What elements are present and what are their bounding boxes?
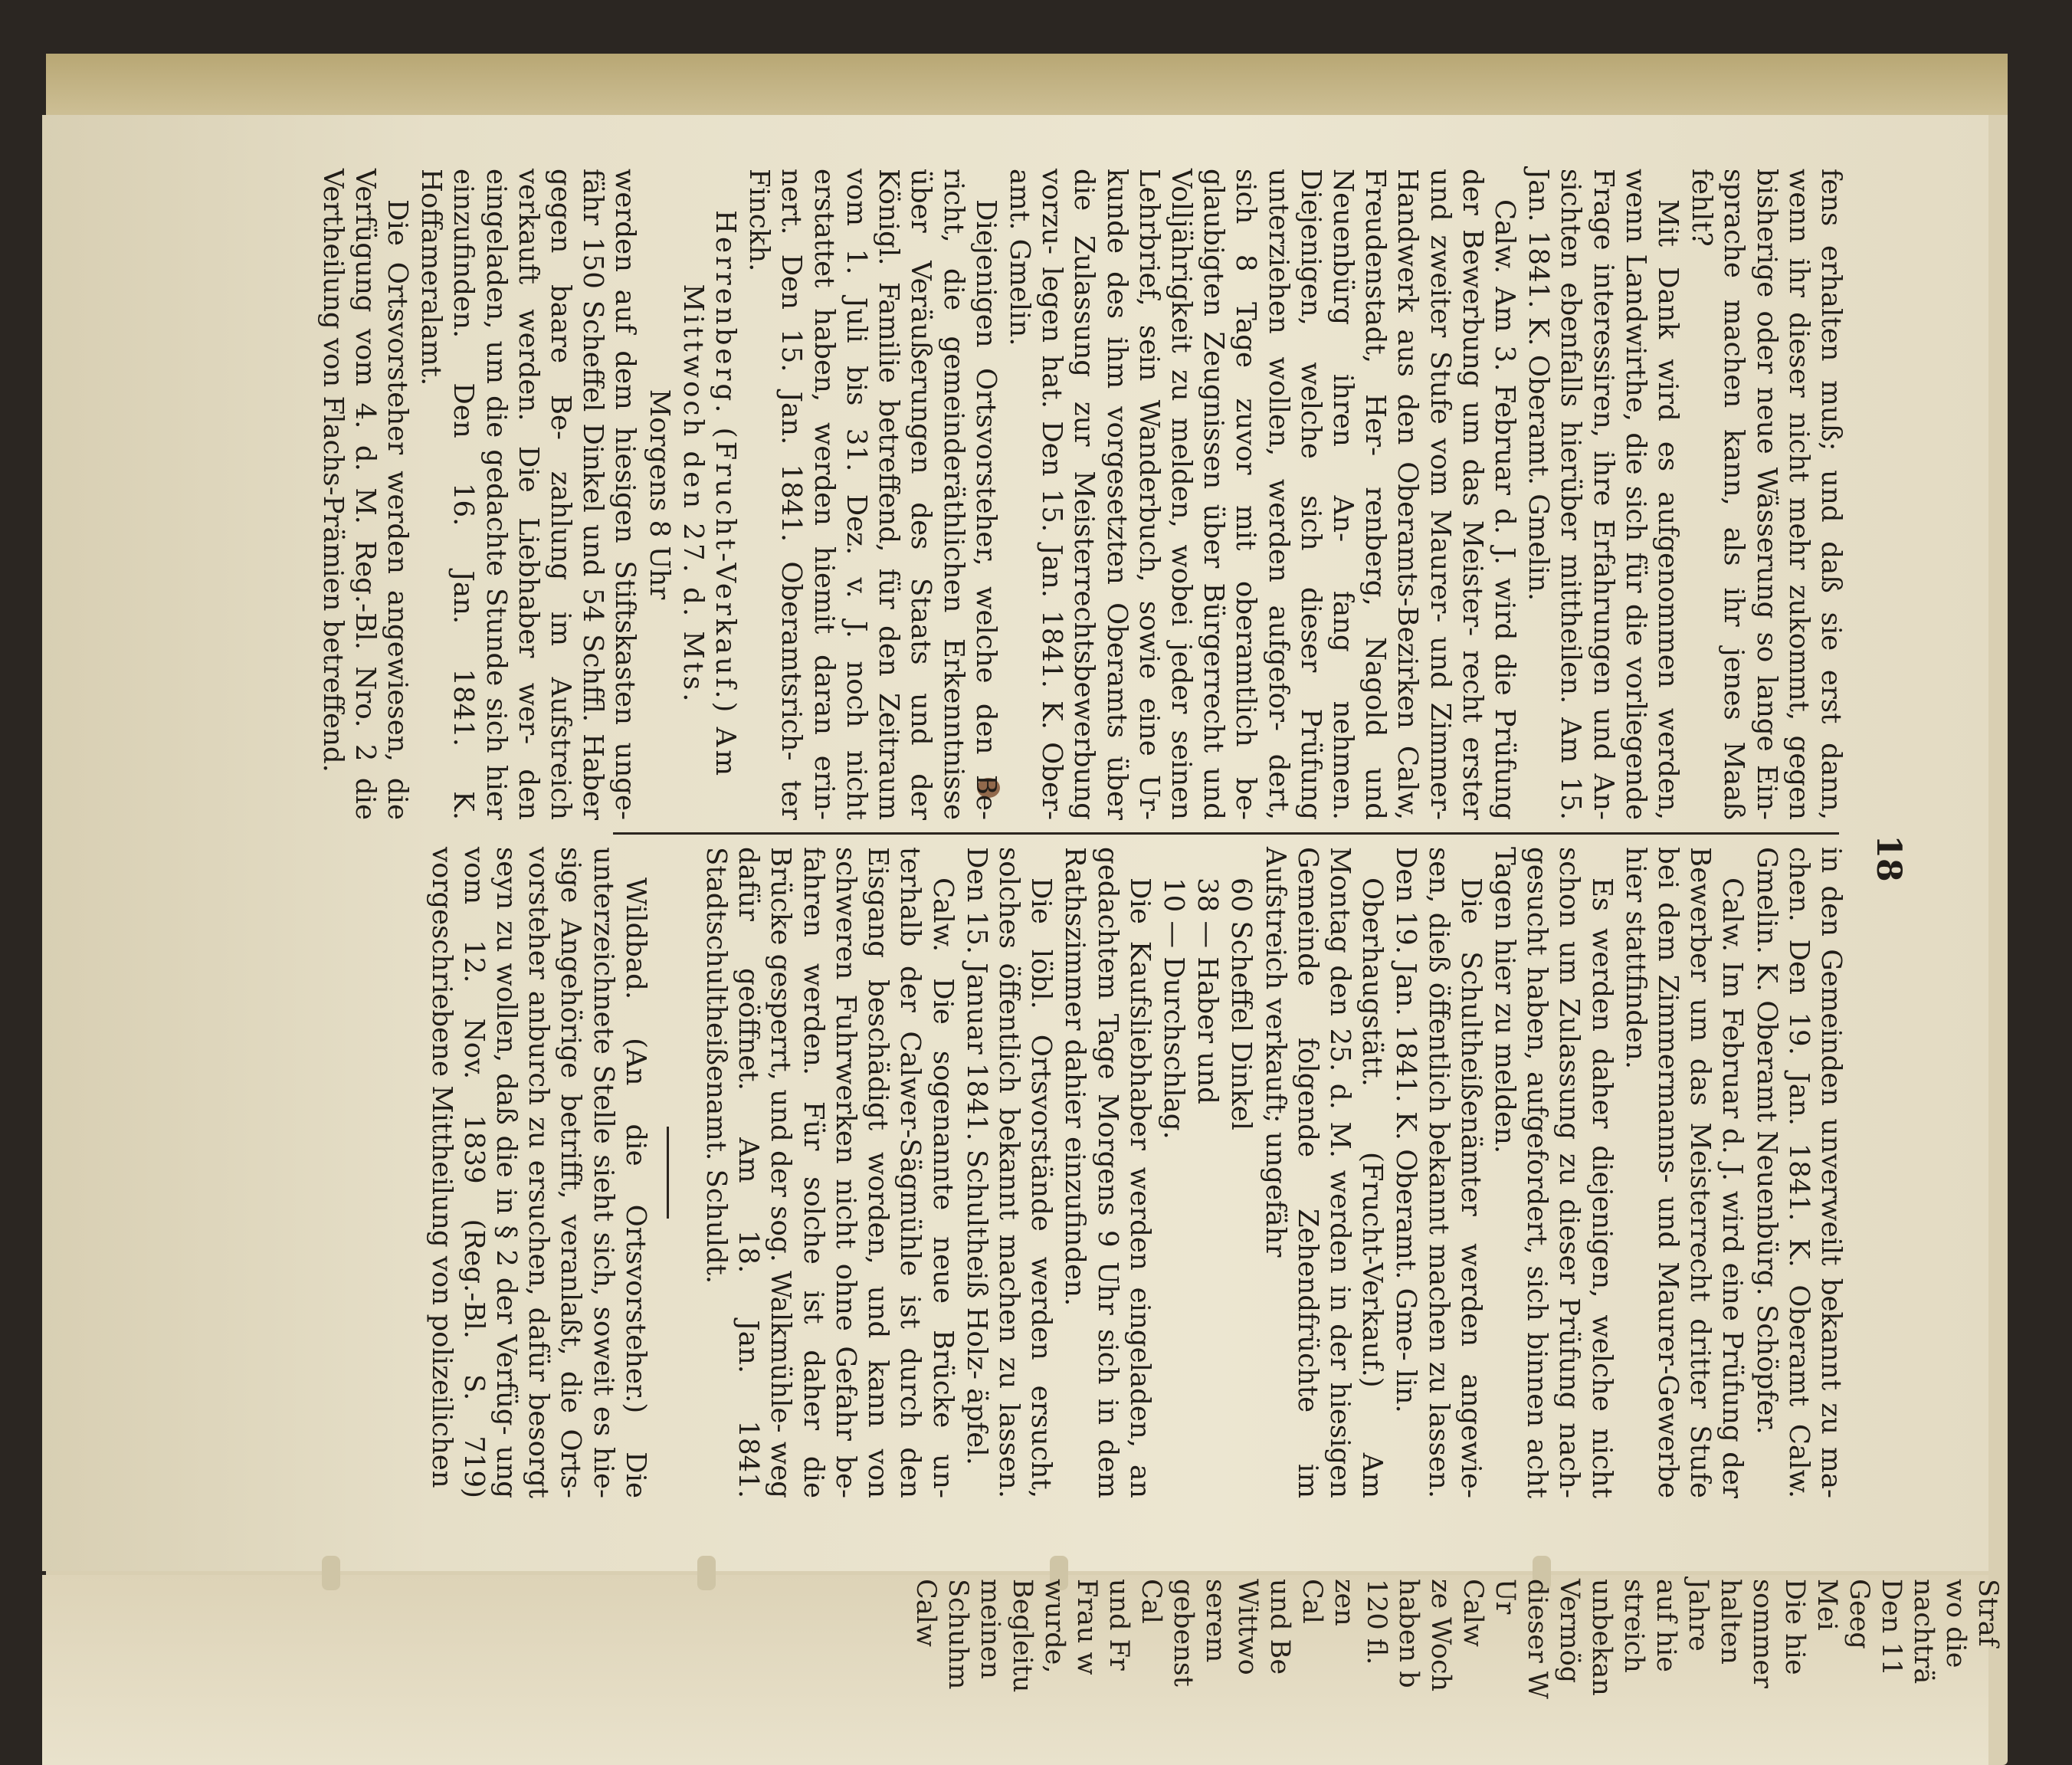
- right-column: [423, 847, 1847, 1498]
- text-fragment: Wittwo: [1232, 1579, 1263, 1675]
- facing-page-text: [42, 1579, 2004, 1763]
- paragraph: Mit Dank wird es aufgenommen werden, wenn Landwirthe, die sich für die vorliegende Frage interessiren, ihre Erfahrungen und An- sichten ebenfalls hierüber mittheilen. Am 15. Jan. 1841. K. Oberamt. Gmelin.: [1523, 169, 1684, 820]
- text-fragment: Calw: [910, 1579, 941, 1647]
- paragraph: Calw. Am 3. Februar d. J. wird die Prüfung der Bewerbung um das Meister- recht erster und zweiter Stufe vom Maurer- und Zimmer-Handwerk aus den Oberamts-Bezirken Calw, Freudenstadt, Her- renberg, Nagold und Neuenbürg ihren An- fang nehmen. Diejenigen, welche sich dieser Prüfung unterziehen wollen, werden aufgefor- dert, sich 8 Tage zuvor mit oberamtlich be- glaubigten Zeugnissen über Bürgerrecht und Volljährigkeit zu melden, wobei jeder seinen Lehrbrief, sein Wanderbuch, sowie eine Ur- kunde des ihm vorgesetzten Oberamts über die Zulassung zur Meisterrechtsbewerbung vorzu- legen hat. Den 15. Jan. 1841. K. Ober- amt. Gmelin.: [1003, 169, 1520, 820]
- list-item: 38 — Haber und: [1192, 878, 1224, 1104]
- paragraph: Calw. Im Februar d. J. wird eine Prüfung der Bewerber um das Meisterrecht dritter Stufe bei dem Zimmermanns- und Maurer-Gewerbe hier stattfinden.: [1619, 847, 1749, 1498]
- paragraph: Die löbl. Ortsvorstände werden ersucht, solches öffentlich bekannt machen zu lassen. Den 15. Januar 1841. Schultheiß Holz- äpfel.: [960, 847, 1057, 1498]
- announcement-heading: Herrenberg. (Frucht-Verkauf.) Am Mittwoch den 27. d. Mts.: [677, 209, 742, 779]
- text-fragment: Frau w: [1071, 1579, 1102, 1675]
- text-fragment: auf hie: [1651, 1579, 1681, 1672]
- text-fragment: und Be: [1264, 1579, 1295, 1675]
- paragraph: Die Ortsvorsteher werden angewiesen, die Verfügung vom 4. d. M. Reg.-Bl. Nro. 2 die Vertheilung von Flachs-Prämien betreffend.: [316, 169, 414, 820]
- list-item: 10 — Durchschlag.: [1157, 878, 1189, 1140]
- announcement-time: Morgens 8 Uhr: [643, 389, 675, 600]
- paragraph: Die Kaufsliebhaber werden eingeladen, an gedachtem Tage Morgens 9 Uhr sich in dem Rathszimmer dahier einzufinden.: [1059, 847, 1156, 1498]
- text-fragment: Ur: [1490, 1579, 1520, 1615]
- text-fragment: wo die: [1940, 1579, 1971, 1668]
- paragraph: Calw. Die sogenannte neue Brücke un- terhalb der Calwer-Sägmühle ist durch den Eisgang beschädigt worden, und kann von schweren Fuhrwerken nicht ohne Gefahr be- fahren werden. Für solche ist daher die Brücke gesperrt, und der sog. Walkmühle- weg dafür geöffnet. Am 18. Jan. 1841. Stadtschultheißenamt. Schuldt.: [700, 847, 959, 1498]
- text-fragment: dieser W: [1522, 1579, 1552, 1699]
- paragraph: Wildbad. (An die Ortsvorsteher.) Die unterzeichnete Stelle sieht sich, soweit es hie- sige Angehörige betrifft, veranlaßt, die Orts- vorsteher anburch zu ersuchen, dafür besorgt seyn zu wollen, daß die in § 2 der Verfüg- ung vom 12. Nov. 1839 (Reg.-Bl. S. 719) vorgeschriebene Mittheilung von polizeilichen: [425, 847, 651, 1498]
- text-fragment: nachträ: [1908, 1579, 1939, 1685]
- text-fragment: Die hie: [1779, 1579, 1810, 1675]
- paragraph: Es werden daher diejenigen, welche nicht schon um Zulassung zu dieser Prüfung nach- gesucht haben, aufgefordert, sich binnen acht Tagen hier zu melden.: [1488, 847, 1618, 1498]
- text-fragment: Begleitu: [1007, 1579, 1038, 1693]
- text-fragment: und Fr: [1103, 1579, 1134, 1671]
- rotated-text-frame: [230, 169, 1908, 1502]
- text-fragment: haben b: [1393, 1579, 1424, 1688]
- text-fragment: ze Woch: [1425, 1579, 1456, 1692]
- text-fragment: zen: [1329, 1579, 1359, 1626]
- column-divider: [613, 832, 1839, 835]
- text-fragment: Mei: [1811, 1579, 1842, 1631]
- page-number: 18: [1869, 835, 1908, 882]
- text-fragment: unbekan: [1586, 1579, 1617, 1696]
- text-fragment: Jahre: [1683, 1579, 1713, 1652]
- page-top-edge: [46, 54, 2008, 115]
- text-fragment: Schuhm: [943, 1579, 973, 1690]
- text-fragment: Straf: [1972, 1579, 2003, 1647]
- text-fragment: meinen: [975, 1579, 1005, 1679]
- text-line: in den Gemeinden unverweilt bekannt zu ma- chen. Den 19. Jan. 1841. K. Oberamt Calw. Gmelin. K. Oberamt Neuenbürg. Schöpfer.: [1750, 847, 1847, 1498]
- text-fragment: sommer: [1747, 1579, 1778, 1688]
- text-fragment: serem: [1200, 1579, 1231, 1663]
- text-fragment: Cal: [1297, 1579, 1327, 1624]
- text-fragment: Den 11: [1876, 1579, 1906, 1676]
- text-line: fens erhalten muß; und daß sie erst dann, wenn ihr dieser nicht mehr zukommt, gegen bisherige oder neue Wässerung so lange Ein- sprache machen kann, als ihr jenes Maaß fehlt?: [1686, 169, 1847, 820]
- text-fragment: Calw: [1457, 1579, 1488, 1647]
- text-fragment: streich: [1618, 1579, 1649, 1673]
- text-fragment: wurde,: [1039, 1579, 1070, 1674]
- paragraph: Die Schultheißenämter werden angewie- sen, dieß öffentlich bekannt machen zu lassen. Den 19. Jan. 1841. K. Oberamt. Gme- lin.: [1390, 847, 1487, 1498]
- text-fragment: 120 fl.: [1361, 1579, 1392, 1665]
- text-fragment: gebenst: [1168, 1579, 1198, 1687]
- text-fragment: Cal: [1136, 1579, 1166, 1624]
- text-fragment: Vermög: [1554, 1579, 1585, 1684]
- paragraph: Diejenigen Ortsvorsteher, welche den Be- richt, die gemeinderäthlichen Erkenntnisse über Veräußerungen des Staats und der Königl. Familie betreffend, für den Zeitraum vom 1. Juli bis 31. Dez. v. J. noch nicht erstattet haben, werden hiemit daran erin- nert. Den 15. Jan. 1841. Oberamtsrich- ter Finckh.: [743, 169, 1002, 820]
- left-column: [314, 169, 1847, 820]
- paragraph: Oberhaugstätt. (Frucht-Verkauf.) Am Montag den 25. d. M. werden in der hiesigen Gemeinde folgende Zehendfrüchte im Aufstreich verkauft; ungefähr: [1259, 847, 1388, 1498]
- text-fragment: Geeg: [1844, 1579, 1874, 1649]
- section-rule: [667, 1127, 669, 1219]
- list-item: 60 Scheffel Dinkel: [1225, 878, 1257, 1130]
- paragraph: werden auf dem hiesigen Stiftskasten unge- fähr 150 Scheffel Dinkel und 54 Schffl. Haber gegen baare Be- zahlung im Aufstreich verkauft werden. Die Liebhaber wer- den eingeladen, um die gedachte Stunde sich hier einzufinden. Den 16. Jan. 1841. K. Hoffameralamt.: [415, 169, 641, 820]
- text-fragment: halten: [1715, 1579, 1746, 1665]
